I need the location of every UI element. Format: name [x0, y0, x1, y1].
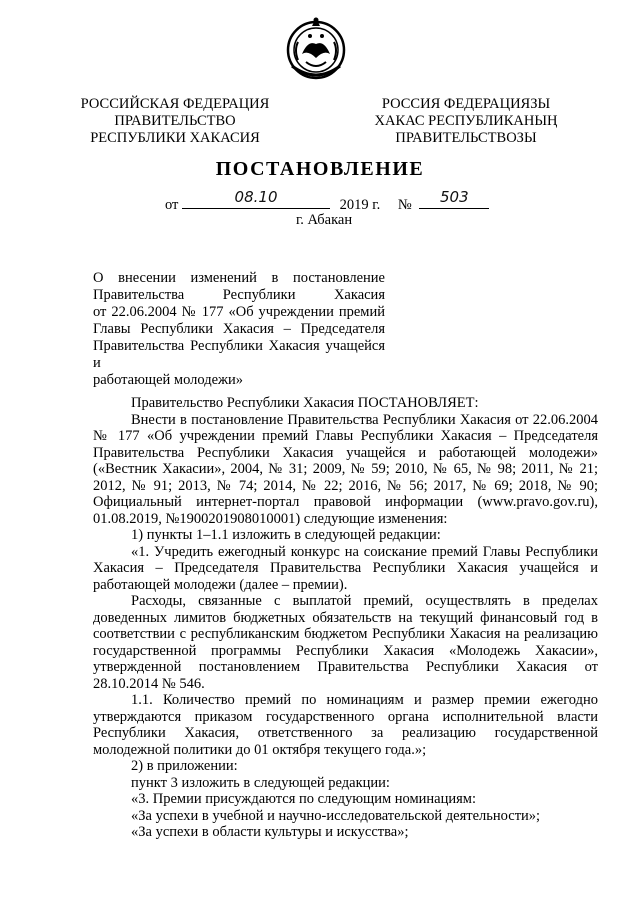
date-field: [182, 188, 330, 209]
body-paragraph: 1.1. Количество премий по номинациям и размер премии ежегодно утверждаются приказом государственного органа исполнительной власти Республики Хакасия, ответственного за реализацию государственной молодежной политики до 01 октября текущего года.»;: [93, 692, 598, 758]
header-right-line: ПРАВИТЕЛЬСТВОЗЫ: [395, 130, 537, 146]
header-right-line: ХАКАС РЕСПУБЛИКАНЫҢ: [374, 113, 558, 129]
subject-block: [93, 270, 385, 389]
header-left-line: ПРАВИТЕЛЬСТВО: [114, 113, 236, 129]
number-field: [419, 188, 489, 209]
body-paragraph: 2) в приложении:: [131, 758, 238, 774]
number-handwritten: 503: [439, 188, 469, 206]
date-handwritten: 08.10: [234, 188, 278, 206]
body-paragraph: пункт 3 изложить в следующей редакции:: [131, 774, 390, 791]
header-right-line: РОССИЯ ФЕДЕРАЦИЯЗЫ: [381, 96, 551, 112]
header-right-block: [358, 96, 574, 147]
body-paragraph: «1. Учредить ежегодный конкурс на соискание премий Главы Республики Хакасия – Председателя Правительства Республики Хакасия учащейся и работающей молодежи (далее – премии).: [93, 543, 598, 593]
coat-of-arms-emblem: [284, 14, 348, 82]
body-paragraph: «3. Премии присуждаются по следующим номинациям:: [131, 791, 477, 807]
number-label: №: [397, 197, 412, 213]
city-name: г. Абакан: [296, 212, 353, 228]
header-left-block: [70, 96, 280, 147]
body-paragraph: «За успехи в учебной и научно-исследовательской деятельности»;: [131, 807, 541, 824]
document-body: [93, 395, 598, 841]
subject-line: О внесении изменений в постановление: [93, 270, 385, 286]
header-left-line: РЕСПУБЛИКИ ХАКАСИЯ: [90, 130, 260, 146]
body-paragraph: «За успехи в области культуры и искусства»;: [131, 824, 409, 840]
subject-line: Правительства Республики Хакасия учащейся и: [93, 338, 385, 371]
date-number-line: [165, 188, 489, 214]
header-left-line: РОССИЙСКАЯ ФЕДЕРАЦИЯ: [80, 96, 270, 112]
body-paragraph: Расходы, связанные с выплатой премий, осуществлять в пределах доведенных лимитов бюджетных обязательств на текущий финансовый год в соответствии с республиканским бюджетом Республики Хакасия на реализацию государственной программы Республики Хакасия «Молодежь Хакасии», утвержденной постановлением Правительства Республики Хакасия от 28.10.2014 № 546.: [93, 593, 598, 692]
body-paragraph: 1) пункты 1–1.1 изложить в следующей редакции:: [131, 527, 441, 543]
document-title: ПОСТАНОВЛЕНИЕ: [215, 158, 425, 180]
subject-line: от 22.06.2004 № 177 «Об учреждении премий: [93, 304, 385, 320]
date-prefix: от: [165, 197, 179, 213]
subject-line: Главы Республики Хакасия – Председателя: [93, 321, 385, 337]
body-paragraph: Правительство Республики Хакасия ПОСТАНОВЛЯЕТ:: [131, 395, 479, 411]
subject-line: работающей молодежи»: [93, 372, 244, 388]
body-paragraph: Внести в постановление Правительства Республики Хакасия от 22.06.2004 № 177 «Об учреждении премий Главы Республики Хакасия – Председателя Правительства Республики Хакасия учащейся и работающей молодежи» («Вестник Хакасии», 2004, № 31; 2009, № 59; 2010, № 65, № 98; 2011, № 21; 2012, № 91; 2013, № 74; 2014, № 22; 2016, № 56; 2017, № 69; 2018, № 90; Официальный интернет-портал правовой информации (www.pravo.gov.ru), 01.08.2019, №1900201908010001) следующие изменения:: [93, 411, 598, 527]
subject-line: Правительства Республики Хакасия: [93, 287, 385, 303]
year-label: 2019 г.: [339, 197, 381, 213]
